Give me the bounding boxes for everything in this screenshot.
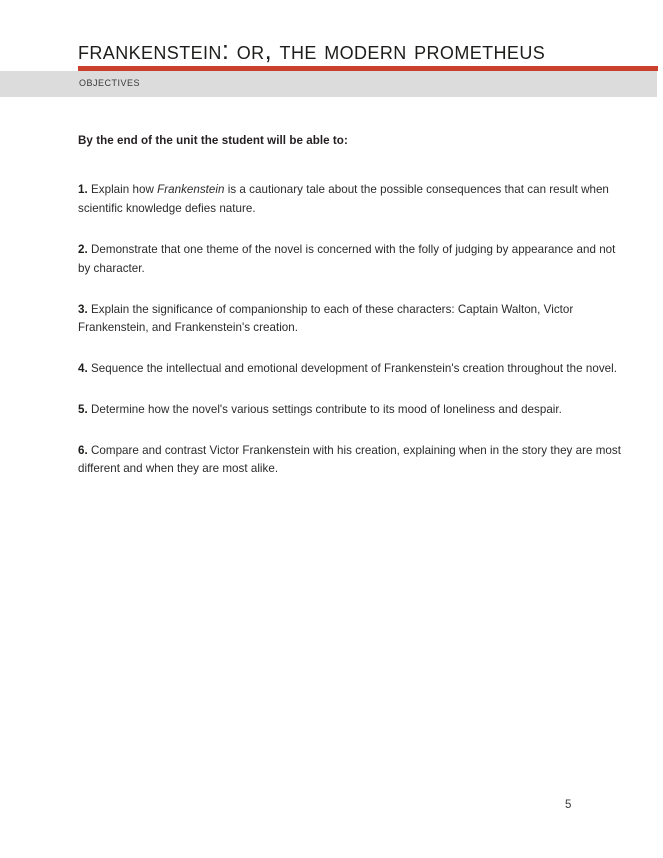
- objective-text: Determine how the novel's various settings contribute to its mood of loneliness and despair.: [91, 402, 562, 416]
- objective-text: Sequence the intellectual and emotional development of Frankenstein's creation throughout the novel.: [91, 362, 617, 376]
- document-header: [0, 0, 663, 100]
- objective-title-italic: Frankenstein: [157, 183, 225, 197]
- objectives-list: [78, 181, 623, 479]
- objective-item: [78, 241, 623, 279]
- objective-number: 2.: [78, 242, 88, 256]
- objective-text: Compare and contrast Victor Frankenstein with his creation, explaining when in the story they are most different and when they are most alike.: [78, 443, 621, 476]
- objective-item: [78, 401, 623, 420]
- objective-number: 1.: [78, 183, 88, 197]
- objective-item: [78, 301, 623, 339]
- objective-number: 4.: [78, 362, 88, 376]
- page-title: frankenstein: or, the modern prometheus: [78, 37, 546, 65]
- objective-text: Demonstrate that one theme of the novel is concerned with the folly of judging by appearance and not by character.: [78, 242, 616, 275]
- objective-number: 3.: [78, 302, 88, 316]
- objective-item: [78, 181, 623, 219]
- objective-item: [78, 360, 623, 379]
- objective-number: 6.: [78, 443, 88, 457]
- section-heading: objectives: [79, 75, 141, 89]
- objective-text: Explain the significance of companionship to each of these characters: Captain Walton, Victor Frankenstein, and Frankenstein's creation.: [78, 302, 574, 335]
- objective-number: 5.: [78, 402, 88, 416]
- objective-item: [78, 442, 623, 480]
- page-number: 5: [565, 799, 572, 811]
- document-body: [78, 132, 623, 479]
- objective-text: Explain how: [91, 183, 158, 197]
- objectives-intro: By the end of the unit the student will be able to:: [78, 134, 348, 147]
- objective-text: is a cautionary tale about the possible consequences that can result when scientific knowledge defies nature.: [78, 183, 609, 216]
